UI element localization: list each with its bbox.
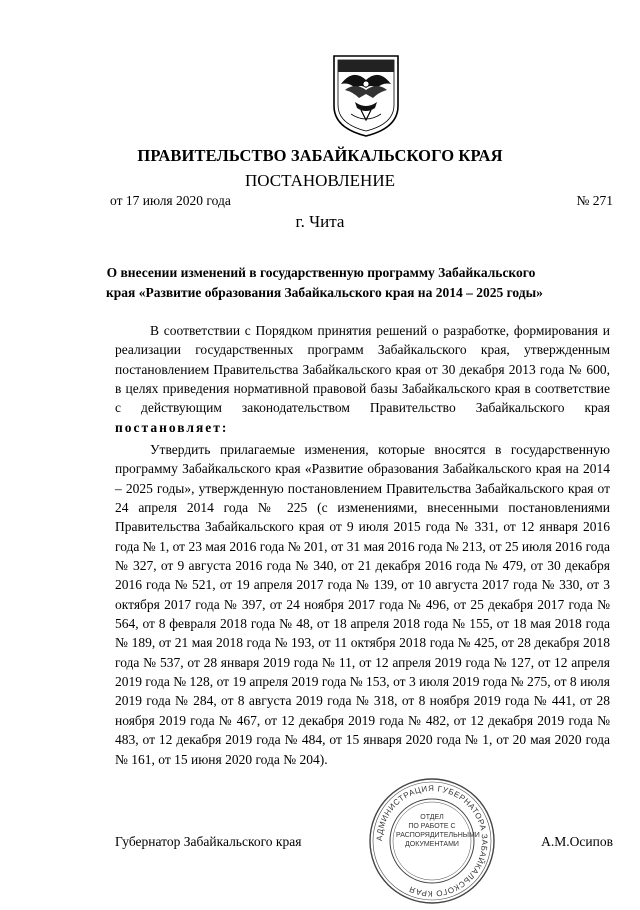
stamp-line: ДОКУМЕНТАМИ	[405, 841, 459, 848]
stamp-center-text	[396, 813, 480, 849]
decree-keyword: постановляет:	[115, 419, 229, 435]
document-city: г. Чита	[295, 212, 345, 231]
signatory-name: А.М.Осипов	[541, 834, 613, 849]
preamble-text: В соответствии с Порядком принятия решений о разработке, формирования и реализации государственных программ Забайкальского края, утвержденным постановлением Правительства Забайкальского края от 30 декабря 2013 года № 600, в целях приведения нормативной правовой базы Забайкальского края в соответствие с действующим законодательством Правительство Забайкальского края	[115, 323, 610, 416]
stamp-line: РАСПОРЯДИТЕЛЬНЫМИ	[396, 832, 480, 839]
document-type: ПОСТАНОВЛЕНИЕ	[244, 171, 395, 190]
document-number: № 271	[576, 193, 613, 208]
operative-paragraph: Утвердить прилагаемые изменения, которые вносятся в государственную программу Забайкальского края «Развитие образования Забайкальского края на 2014 – 2025 годы», утвержденную постановлением Правительства Забайкальского края от 24 апреля 2014 года № 225 (с изменениями, внесенными постановлениями Правительства Забайкальского края от 9 июля 2015 года № 331, от 12 января 2016 года № 1, от 23 мая 2016 года № 201, от 31 мая 2016 года № 213, от 25 июля 2016 года № 327, от 9 августа 2016 года № 340, от 21 декабря 2016 года № 479, от 30 декабря 2016 года № 521, от 19 апреля 2017 года № 139, от 10 августа 2017 года № 330, от 3 октября 2017 года № 397, от 24 ноября 2017 года № 496, от 25 декабря 2017 года № 564, от 8 февраля 2018 года № 48, от 18 апреля 2018 года № 155, от 18 мая 2018 года № 189, от 21 мая 2018 года № 193, от 11 октября 2018 года № 425, от 28 декабря 2018 года № 537, от 28 января 2019 года № 11, от 12 апреля 2019 года № 127, от 12 апреля 2019 года № 128, от 19 апреля 2019 года № 153, от 3 июля 2019 года № 275, от 8 июля 2019 года № 284, от 8 августа 2019 года № 318, от 8 ноября 2019 года № 441, от 28 ноября 2019 года № 467, от 12 декабря 2019 года № 482, от 12 декабря 2019 года № 483, от 12 декабря 2019 года № 484, от 15 января 2020 года № 1, от 20 мая 2020 года № 161, от 15 июня 2020 года № 204).	[115, 442, 610, 767]
official-stamp	[366, 777, 498, 905]
government-title: ПРАВИТЕЛЬСТВО ЗАБАЙКАЛЬСКОГО КРАЯ	[137, 146, 503, 165]
signatory-position: Губернатор Забайкальского края	[115, 834, 302, 849]
preamble-paragraph	[115, 321, 610, 437]
coat-of-arms-emblem	[331, 54, 401, 138]
subject-line: О внесении изменений в государственную программу Забайкальского	[106, 265, 536, 280]
stamp-line: ОТДЕЛ	[420, 814, 444, 821]
document-subject	[106, 263, 543, 302]
subject-line: края «Развитие образования Забайкальского края на 2014 – 2025 годы»	[106, 284, 543, 300]
document-date: от 17 июля 2020 года	[110, 193, 231, 208]
stamp-line: ПО РАБОТЕ С	[408, 823, 456, 830]
stamp-ring-text: АДМИНИСТРАЦИЯ ГУБЕРНАТОРА ЗАБАЙКАЛЬСКОГО КРАЯ	[374, 783, 490, 899]
